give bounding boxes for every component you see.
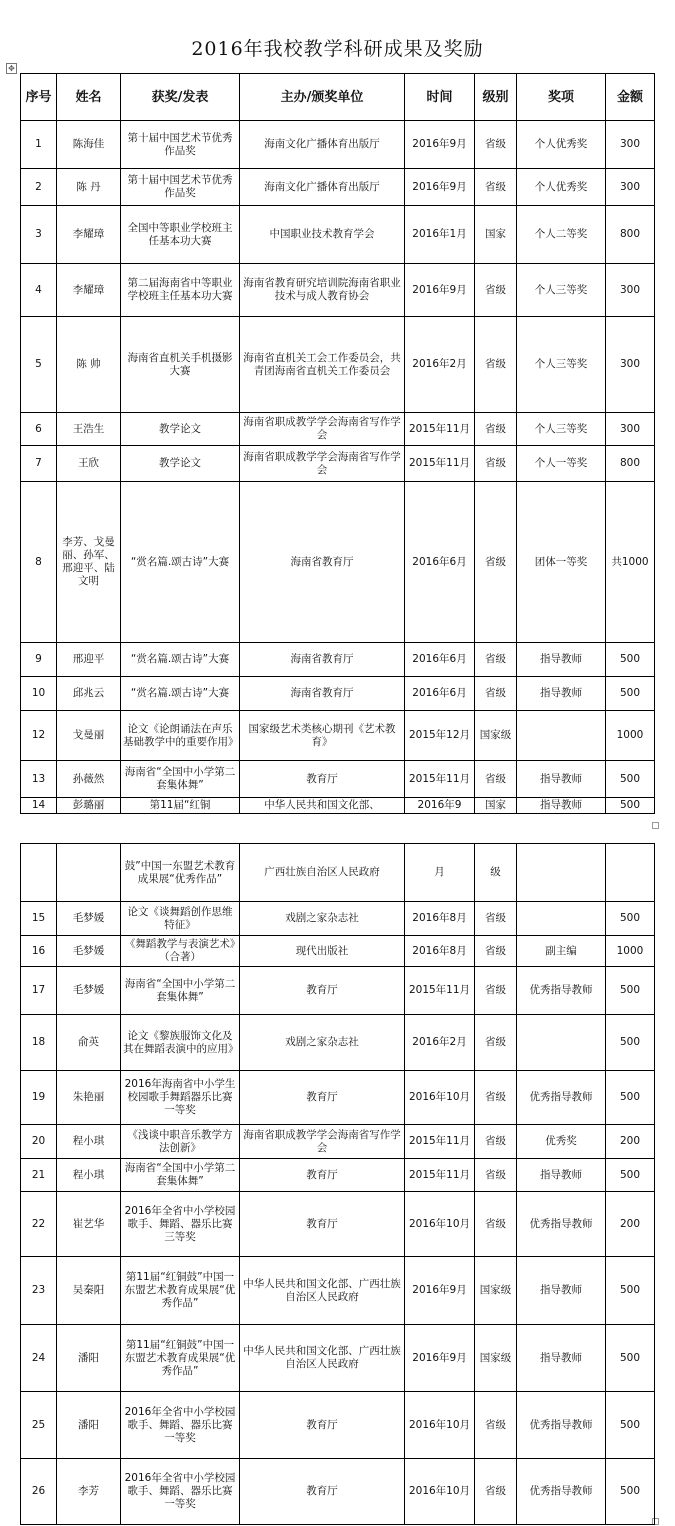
- cell-org: 海南省职成教学学会海南省写作学会: [240, 446, 405, 482]
- cell-name: 程小琪: [57, 1125, 121, 1159]
- cell-level: 省级: [475, 902, 517, 936]
- cell-no: 25: [21, 1392, 57, 1459]
- cell-amount: 500: [606, 967, 655, 1015]
- header-no: 序号: [21, 74, 57, 121]
- cell-prize: [517, 1015, 606, 1071]
- table-row: [21, 413, 655, 446]
- cell-award: 教学论文: [121, 446, 240, 482]
- cell-org: 海南省教育厅: [240, 482, 405, 643]
- cell-award: 海南省“全国中小学第二套集体舞”: [121, 967, 240, 1015]
- cell-org: 海南省职成教学学会海南省写作学会: [240, 413, 405, 446]
- cell-award: “赏名篇.颂古诗”大赛: [121, 643, 240, 677]
- cell-prize: 个人三等奖: [517, 317, 606, 413]
- cell-name: 李芳: [57, 1459, 121, 1525]
- cell-prize: 个人三等奖: [517, 413, 606, 446]
- cell-org: 现代出版社: [240, 936, 405, 967]
- cell-award: 论文《黎族服饰文化及其在舞蹈表演中的应用》: [121, 1015, 240, 1071]
- cell-time: 2015年12月: [405, 711, 475, 761]
- cell-award: “赏名篇.颂古诗”大赛: [121, 482, 240, 643]
- cell-prize: 指导教师: [517, 798, 606, 814]
- cell-time: 2016年9月: [405, 121, 475, 169]
- cell-amount: 500: [606, 761, 655, 798]
- awards-table-page2: [20, 843, 655, 1525]
- cell-amount: 1000: [606, 936, 655, 967]
- cell-name: 潘阳: [57, 1325, 121, 1392]
- cell-level: 省级: [475, 1192, 517, 1257]
- cell-no: 2: [21, 169, 57, 206]
- header-award: 获奖/发表: [121, 74, 240, 121]
- header-name: 姓名: [57, 74, 121, 121]
- cell-amount: [606, 844, 655, 902]
- cell-name: 王浩生: [57, 413, 121, 446]
- cell-time: 2015年11月: [405, 967, 475, 1015]
- cell-name: 崔艺华: [57, 1192, 121, 1257]
- table-row: [21, 1392, 655, 1459]
- cell-time: 2016年9月: [405, 1325, 475, 1392]
- cell-amount: 500: [606, 677, 655, 711]
- page-corner-mark: [652, 822, 659, 829]
- cell-prize: 优秀指导教师: [517, 1459, 606, 1525]
- cell-no: 12: [21, 711, 57, 761]
- table-row: [21, 446, 655, 482]
- cell-amount: 500: [606, 902, 655, 936]
- cell-org: 教育厅: [240, 761, 405, 798]
- cell-amount: 300: [606, 413, 655, 446]
- cell-prize: 指导教师: [517, 761, 606, 798]
- table-row: [21, 1015, 655, 1071]
- cell-time: 2016年6月: [405, 482, 475, 643]
- table-row: [21, 482, 655, 643]
- cell-award: 鼓”中国一东盟艺术教育成果展“优秀作品”: [121, 844, 240, 902]
- table-row: [21, 1459, 655, 1525]
- cell-award: 第十届中国艺术节优秀作品奖: [121, 169, 240, 206]
- cell-time: 2015年11月: [405, 413, 475, 446]
- cell-time: 2016年10月: [405, 1459, 475, 1525]
- cell-award: 海南省直机关手机摄影大赛: [121, 317, 240, 413]
- cell-org: 海南文化广播体育出版厅: [240, 169, 405, 206]
- cell-no: 14: [21, 798, 57, 814]
- table-row: [21, 967, 655, 1015]
- cell-award: 第十届中国艺术节优秀作品奖: [121, 121, 240, 169]
- table-row: [21, 902, 655, 936]
- cell-org: 中华人民共和国文化部、广西壮族自治区人民政府: [240, 1325, 405, 1392]
- cell-level: 省级: [475, 643, 517, 677]
- cell-level: 省级: [475, 967, 517, 1015]
- cell-org: 海南省直机关工会工作委员会，共青团海南省直机关工作委员会: [240, 317, 405, 413]
- cell-name: 俞英: [57, 1015, 121, 1071]
- cell-prize: [517, 902, 606, 936]
- cell-no: 7: [21, 446, 57, 482]
- cell-org: 海南省教育厅: [240, 643, 405, 677]
- cell-name: [57, 844, 121, 902]
- cell-no: 20: [21, 1125, 57, 1159]
- cell-time: 2016年2月: [405, 317, 475, 413]
- cell-award: 海南省“全国中小学第二套集体舞”: [121, 1159, 240, 1192]
- cell-level: 省级: [475, 1392, 517, 1459]
- cell-no: 17: [21, 967, 57, 1015]
- cell-time: 2016年9月: [405, 169, 475, 206]
- cell-level: 省级: [475, 1459, 517, 1525]
- cell-prize: 优秀指导教师: [517, 1392, 606, 1459]
- table-row: [21, 1257, 655, 1325]
- cell-award: 《舞蹈教学与表演艺术》（合著）: [121, 936, 240, 967]
- cell-org: 教育厅: [240, 1071, 405, 1125]
- header-org: 主办/颁奖单位: [240, 74, 405, 121]
- table-row: [21, 711, 655, 761]
- cell-name: 毛梦媛: [57, 967, 121, 1015]
- cell-time: 2016年8月: [405, 936, 475, 967]
- cell-no: [21, 844, 57, 902]
- cell-org: 戏剧之家杂志社: [240, 902, 405, 936]
- cell-award: 第11届“红铜鼓”中国一东盟艺术教育成果展“优秀作品”: [121, 1325, 240, 1392]
- cell-no: 6: [21, 413, 57, 446]
- cell-time: 2016年9: [405, 798, 475, 814]
- cell-level: 省级: [475, 264, 517, 317]
- cell-prize: 指导教师: [517, 1325, 606, 1392]
- cell-name: 李耀璋: [57, 206, 121, 264]
- cell-org: 中国职业技术教育学会: [240, 206, 405, 264]
- cell-amount: 300: [606, 169, 655, 206]
- table-row: [21, 844, 655, 902]
- cell-time: 2016年8月: [405, 902, 475, 936]
- cell-time: 2015年11月: [405, 761, 475, 798]
- cell-award: 海南省“全国中小学第二套集体舞”: [121, 761, 240, 798]
- cell-level: 国家级: [475, 711, 517, 761]
- cell-time: 2016年10月: [405, 1192, 475, 1257]
- table-row: [21, 264, 655, 317]
- cell-time: 2016年1月: [405, 206, 475, 264]
- cell-prize: 优秀指导教师: [517, 967, 606, 1015]
- cell-award: 第11届“红铜鼓”中国一东盟艺术教育成果展“优秀作品”: [121, 1257, 240, 1325]
- cell-amount: 200: [606, 1125, 655, 1159]
- cell-level: 省级: [475, 1159, 517, 1192]
- cell-level: 级: [475, 844, 517, 902]
- cell-prize: 个人一等奖: [517, 446, 606, 482]
- table-row: [21, 121, 655, 169]
- header-time: 时间: [405, 74, 475, 121]
- cell-no: 23: [21, 1257, 57, 1325]
- cell-name: 邢迎平: [57, 643, 121, 677]
- table-row: [21, 1192, 655, 1257]
- table-row: [21, 677, 655, 711]
- cell-name: 孙薇然: [57, 761, 121, 798]
- cell-time: 2016年2月: [405, 1015, 475, 1071]
- cell-org: 教育厅: [240, 1159, 405, 1192]
- cell-name: 朱艳丽: [57, 1071, 121, 1125]
- cell-level: 国家: [475, 206, 517, 264]
- cell-amount: 500: [606, 1071, 655, 1125]
- cell-name: 李耀璋: [57, 264, 121, 317]
- cell-no: 5: [21, 317, 57, 413]
- cell-name: 戈曼丽: [57, 711, 121, 761]
- cell-level: 省级: [475, 761, 517, 798]
- cell-org: 广西壮族自治区人民政府: [240, 844, 405, 902]
- cell-level: 省级: [475, 1015, 517, 1071]
- cell-award: 2016年海南省中小学生校园歌手舞蹈器乐比赛一等奖: [121, 1071, 240, 1125]
- cell-prize: 指导教师: [517, 1159, 606, 1192]
- cell-time: 2016年9月: [405, 264, 475, 317]
- cell-time: 2015年11月: [405, 1125, 475, 1159]
- cell-award: 2016年全省中小学校园歌手、舞蹈、器乐比赛一等奖: [121, 1459, 240, 1525]
- cell-award: 论文《谈舞蹈创作思维特征》: [121, 902, 240, 936]
- cell-level: 省级: [475, 1071, 517, 1125]
- cell-prize: 团体一等奖: [517, 482, 606, 643]
- cell-amount: 300: [606, 264, 655, 317]
- cell-amount: 500: [606, 1392, 655, 1459]
- cell-no: 15: [21, 902, 57, 936]
- cell-org: 中华人民共和国文化部、广西壮族自治区人民政府: [240, 1257, 405, 1325]
- cell-no: 9: [21, 643, 57, 677]
- cell-level: 省级: [475, 317, 517, 413]
- cell-amount: 200: [606, 1192, 655, 1257]
- cell-prize: 个人三等奖: [517, 264, 606, 317]
- cell-name: 吴秦阳: [57, 1257, 121, 1325]
- cell-level: 省级: [475, 413, 517, 446]
- cell-time: 2016年6月: [405, 643, 475, 677]
- cell-prize: 优秀奖: [517, 1125, 606, 1159]
- table-row: [21, 169, 655, 206]
- page-break: [0, 824, 675, 843]
- cell-no: 13: [21, 761, 57, 798]
- table-row: [21, 936, 655, 967]
- cell-org: 戏剧之家杂志社: [240, 1015, 405, 1071]
- cell-no: 4: [21, 264, 57, 317]
- cell-no: 21: [21, 1159, 57, 1192]
- cell-no: 3: [21, 206, 57, 264]
- cell-award: 论文《论朗诵法在声乐基础教学中的重要作用》: [121, 711, 240, 761]
- table-row: [21, 1159, 655, 1192]
- table-row: [21, 317, 655, 413]
- table-row: [21, 798, 655, 814]
- cell-level: 省级: [475, 936, 517, 967]
- cell-org: 教育厅: [240, 1392, 405, 1459]
- header-amount: 金额: [606, 74, 655, 121]
- cell-no: 1: [21, 121, 57, 169]
- cell-org: 国家级艺术类核心期刊《艺术教育》: [240, 711, 405, 761]
- cell-award: 《浅谈中职音乐教学方法创新》: [121, 1125, 240, 1159]
- cell-level: 国家: [475, 798, 517, 814]
- cell-time: 2016年10月: [405, 1392, 475, 1459]
- cell-no: 10: [21, 677, 57, 711]
- table-row: [21, 1071, 655, 1125]
- cell-org: 教育厅: [240, 967, 405, 1015]
- cell-no: 22: [21, 1192, 57, 1257]
- cell-org: 海南省职成教学学会海南省写作学会: [240, 1125, 405, 1159]
- table-row: [21, 643, 655, 677]
- table-row: [21, 1325, 655, 1392]
- cell-name: 毛梦媛: [57, 936, 121, 967]
- table-row: [21, 206, 655, 264]
- cell-award: 全国中等职业学校班主任基本功大赛: [121, 206, 240, 264]
- cell-award: “赏名篇.颂古诗”大赛: [121, 677, 240, 711]
- cell-name: 潘阳: [57, 1392, 121, 1459]
- cell-name: 程小琪: [57, 1159, 121, 1192]
- cell-amount: 500: [606, 1325, 655, 1392]
- cell-amount: 800: [606, 206, 655, 264]
- cell-no: 18: [21, 1015, 57, 1071]
- cell-org: 海南省教育厅: [240, 677, 405, 711]
- cell-time: 2015年11月: [405, 446, 475, 482]
- cell-name: 王欣: [57, 446, 121, 482]
- cell-prize: 指导教师: [517, 677, 606, 711]
- cell-org: 中华人民共和国文化部、: [240, 798, 405, 814]
- cell-org: 教育厅: [240, 1459, 405, 1525]
- cell-amount: 500: [606, 1015, 655, 1071]
- cell-no: 24: [21, 1325, 57, 1392]
- cell-time: 月: [405, 844, 475, 902]
- cell-time: 2015年11月: [405, 1159, 475, 1192]
- cell-amount: 500: [606, 643, 655, 677]
- cell-amount: 500: [606, 1159, 655, 1192]
- cell-award: 第11届“红铜: [121, 798, 240, 814]
- cell-amount: 300: [606, 317, 655, 413]
- cell-prize: 指导教师: [517, 1257, 606, 1325]
- cell-award: 教学论文: [121, 413, 240, 446]
- cell-name: 陈 帅: [57, 317, 121, 413]
- cell-prize: 优秀指导教师: [517, 1192, 606, 1257]
- cell-amount: 800: [606, 446, 655, 482]
- awards-table-page1: [20, 73, 655, 814]
- header-prize: 奖项: [517, 74, 606, 121]
- cell-prize: [517, 711, 606, 761]
- table-row: [21, 761, 655, 798]
- cell-amount: 1000: [606, 711, 655, 761]
- cell-level: 国家级: [475, 1257, 517, 1325]
- cell-amount: 500: [606, 1257, 655, 1325]
- cell-prize: 副主编: [517, 936, 606, 967]
- cell-name: 陈 丹: [57, 169, 121, 206]
- cell-org: 海南文化广播体育出版厅: [240, 121, 405, 169]
- cell-award: 2016年全省中小学校园歌手、舞蹈、器乐比赛一等奖: [121, 1392, 240, 1459]
- cell-amount: 500: [606, 798, 655, 814]
- cell-name: 李芳、戈曼丽、孙军、邢迎平、陆文明: [57, 482, 121, 643]
- cell-time: 2016年9月: [405, 1257, 475, 1325]
- table-row: [21, 1125, 655, 1159]
- cell-prize: 个人优秀奖: [517, 169, 606, 206]
- cell-level: 省级: [475, 482, 517, 643]
- cell-no: 26: [21, 1459, 57, 1525]
- cell-name: 毛梦媛: [57, 902, 121, 936]
- cell-time: 2016年6月: [405, 677, 475, 711]
- cell-name: 彭璐丽: [57, 798, 121, 814]
- cell-prize: [517, 844, 606, 902]
- cell-org: 海南省教育研究培训院海南省职业技术与成人教育协会: [240, 264, 405, 317]
- cell-amount: 共1000: [606, 482, 655, 643]
- cell-level: 省级: [475, 121, 517, 169]
- cell-level: 省级: [475, 677, 517, 711]
- cell-award: 第二届海南省中等职业学校班主任基本功大赛: [121, 264, 240, 317]
- cell-prize: 优秀指导教师: [517, 1071, 606, 1125]
- cell-no: 8: [21, 482, 57, 643]
- header-level: 级别: [475, 74, 517, 121]
- cell-no: 16: [21, 936, 57, 967]
- cell-name: 陈海佳: [57, 121, 121, 169]
- cell-award: 2016年全省中小学校园歌手、舞蹈、器乐比赛三等奖: [121, 1192, 240, 1257]
- cell-level: 国家级: [475, 1325, 517, 1392]
- cell-amount: 300: [606, 121, 655, 169]
- cell-level: 省级: [475, 169, 517, 206]
- cell-name: 邱兆云: [57, 677, 121, 711]
- cell-org: 教育厅: [240, 1192, 405, 1257]
- cell-level: 省级: [475, 446, 517, 482]
- cell-prize: 个人二等奖: [517, 206, 606, 264]
- cell-time: 2016年10月: [405, 1071, 475, 1125]
- cell-prize: 指导教师: [517, 643, 606, 677]
- table-header-row: [21, 74, 655, 121]
- page-title: 2016年我校教学科研成果及奖励: [191, 38, 484, 60]
- table-move-handle-icon[interactable]: ✥: [6, 63, 17, 74]
- cell-level: 省级: [475, 1125, 517, 1159]
- cell-prize: 个人优秀奖: [517, 121, 606, 169]
- cell-amount: 500: [606, 1459, 655, 1525]
- cell-no: 19: [21, 1071, 57, 1125]
